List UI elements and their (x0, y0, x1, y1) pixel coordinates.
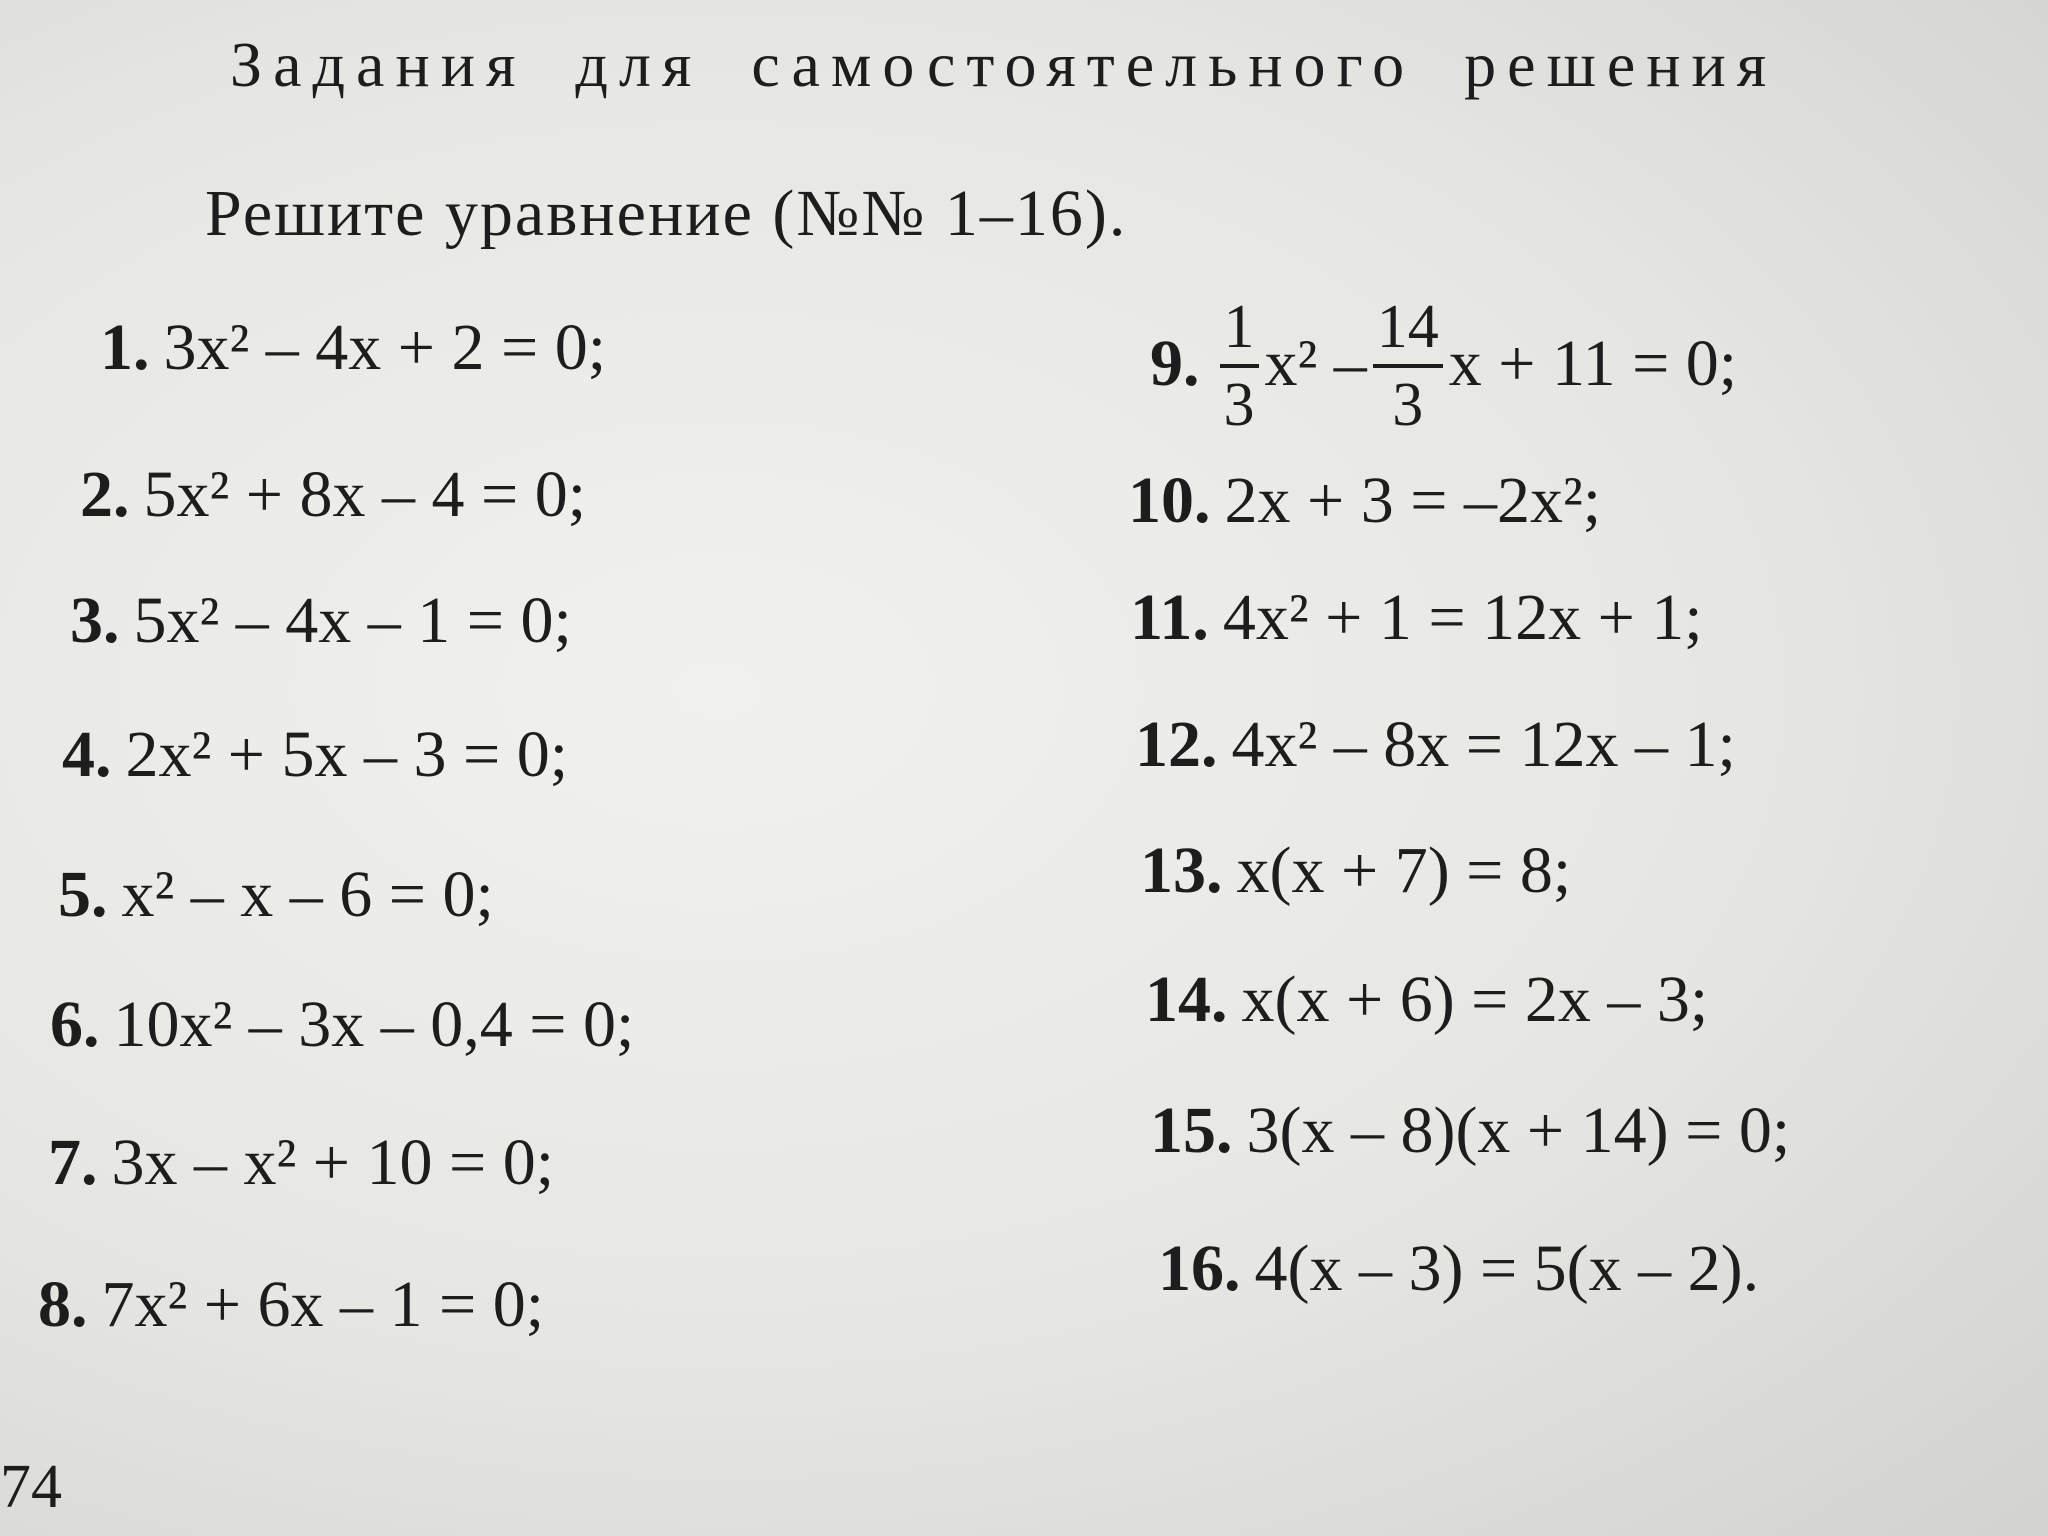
equation: 4x² + 1 = 12x + 1; (1222, 581, 1703, 654)
problem-number: 16. (1158, 1232, 1241, 1305)
equation-tail: x + 11 = 0; (1448, 327, 1738, 401)
problem-number: 1. (100, 311, 150, 384)
problem-12 (1135, 708, 1736, 781)
equation: 5x² + 8x – 4 = 0; (143, 458, 587, 531)
equation: 4x² – 8x = 12x – 1; (1231, 708, 1736, 781)
page-number: 74 (0, 1453, 62, 1521)
problem-number: 7. (48, 1126, 98, 1199)
fraction-fourteen-thirds (1373, 293, 1443, 439)
problem-10 (1128, 464, 1602, 537)
equation: 3x – x² + 10 = 0; (111, 1126, 555, 1199)
problem-2 (80, 458, 587, 531)
equation: x² – x – 6 = 0; (121, 858, 494, 931)
equation: x(x + 7) = 8; (1236, 834, 1572, 907)
problem-4 (62, 718, 569, 791)
instruction: Решите уравнение (№№ 1–16). (205, 177, 1128, 250)
equation: 10x² – 3x – 0,4 = 0; (113, 988, 635, 1061)
problem-13 (1140, 834, 1572, 907)
problem-number: 14. (1145, 963, 1228, 1036)
problem-number: 13. (1140, 834, 1223, 907)
problem-9 (1150, 293, 1738, 440)
problem-11 (1130, 581, 1703, 654)
problem-number: 2. (80, 458, 130, 531)
equation: 7x² + 6x – 1 = 0; (101, 1268, 545, 1341)
problem-number: 5. (58, 858, 108, 931)
problem-number: 15. (1150, 1094, 1233, 1167)
problem-7 (48, 1126, 555, 1199)
fraction-denominator: 3 (1220, 364, 1259, 436)
problem-6 (50, 988, 635, 1061)
equation-middle: x² – (1264, 327, 1367, 401)
problem-number: 4. (62, 718, 112, 791)
equation: x(x + 6) = 2x – 3; (1241, 963, 1709, 1036)
problem-1 (100, 311, 607, 384)
equation: 3(x – 8)(x + 14) = 0; (1246, 1094, 1791, 1167)
problem-number: 3. (70, 584, 120, 657)
problem-14 (1145, 963, 1709, 1036)
equation: 5x² – 4x – 1 = 0; (133, 584, 572, 657)
problem-number: 12. (1135, 708, 1218, 781)
problem-number: 8. (38, 1268, 88, 1341)
equation: 4(x – 3) = 5(x – 2). (1254, 1232, 1760, 1305)
problem-8 (38, 1268, 545, 1341)
problem-number: 10. (1128, 464, 1211, 537)
equation: 2x² + 5x – 3 = 0; (125, 718, 569, 791)
fraction-numerator: 1 (1223, 293, 1255, 361)
fraction-denominator: 3 (1373, 364, 1443, 436)
problem-number: 6. (50, 988, 100, 1061)
problem-5 (58, 858, 494, 931)
problem-3 (70, 584, 572, 657)
problem-16 (1158, 1232, 1760, 1305)
fraction-numerator: 14 (1376, 293, 1439, 361)
equation: 3x² – 4x + 2 = 0; (163, 311, 607, 384)
problem-15 (1150, 1094, 1791, 1167)
fraction-one-third (1220, 293, 1259, 439)
problem-number: 9. (1150, 327, 1200, 401)
equation: 2x + 3 = –2x²; (1224, 464, 1602, 537)
problem-number: 11. (1130, 581, 1209, 654)
section-title: Задания для самостоятельного решения (230, 29, 1778, 100)
